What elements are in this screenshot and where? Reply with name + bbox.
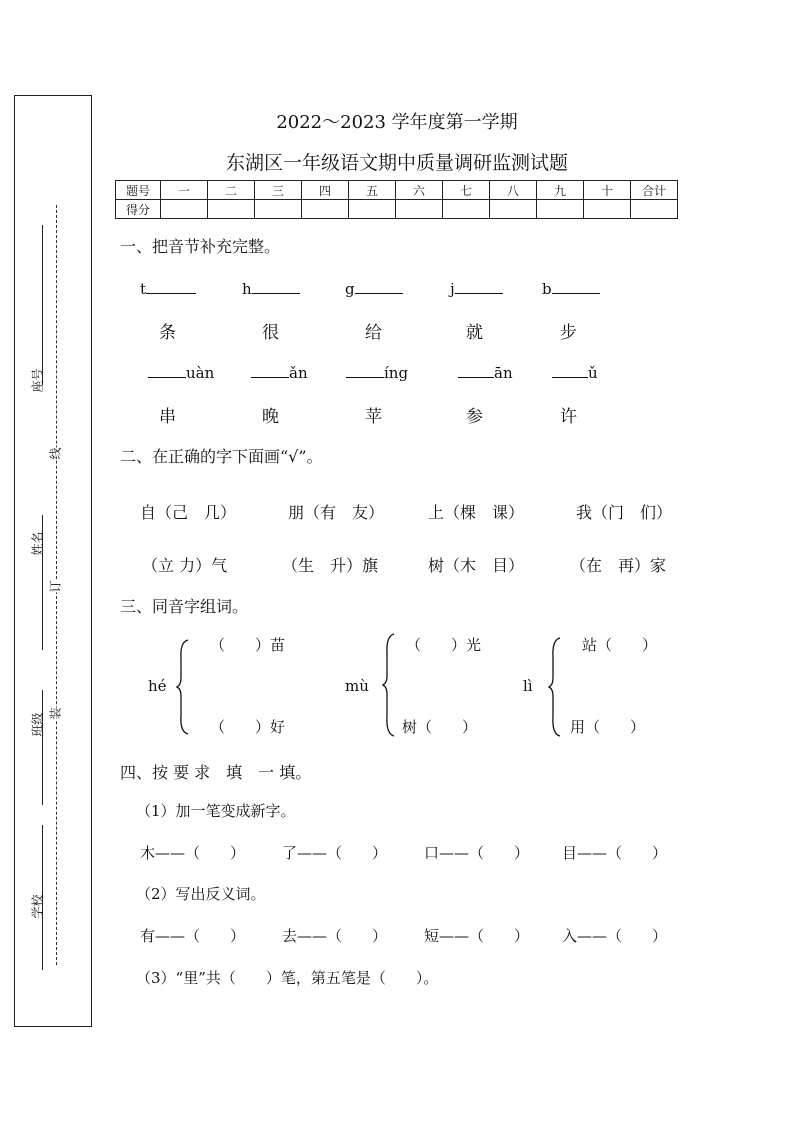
pinyin-item: ǎn (251, 362, 308, 382)
brace-icon (382, 632, 396, 738)
pinyin-item: t (140, 278, 196, 298)
score-table-header-row (116, 181, 678, 200)
class-label: 班级 (30, 712, 45, 737)
char-item: 晚 (262, 407, 279, 427)
score-cell: 十 (584, 181, 631, 200)
score-blank[interactable] (396, 200, 443, 219)
score-cell: 四 (302, 181, 349, 200)
question-3[interactable]: （3）“里”共（ ）笔，第五笔是（ ）。 (136, 969, 439, 987)
score-cell: 八 (490, 181, 537, 200)
score-blank[interactable] (490, 200, 537, 219)
cut-mark-staple: 装 (48, 707, 63, 720)
pinyin-item: g (345, 278, 403, 298)
pinyin-item: b (542, 278, 600, 298)
section1-heading: 一、把音节补充完整。 (120, 237, 281, 256)
cut-mark-bind: 订 (48, 580, 63, 593)
school-label: 学校 (30, 894, 45, 919)
choice-item[interactable]: （在 再）家 (570, 556, 667, 575)
homophone-bottom[interactable]: （ ）好 (210, 718, 286, 736)
choice-item[interactable]: 朋（有 友） (288, 503, 385, 522)
homophone-top[interactable]: （ ）光 (406, 636, 482, 654)
fill-item[interactable]: 口——（ ） (424, 844, 530, 862)
fill-item[interactable]: 了——（ ） (282, 844, 388, 862)
homophone-pinyin: hé (148, 677, 167, 695)
choice-item[interactable]: （立 力）气 (142, 556, 228, 575)
choice-item[interactable]: 我（门 们） (576, 503, 673, 522)
score-blank[interactable] (349, 200, 396, 219)
score-blank[interactable] (302, 200, 349, 219)
score-cell: 九 (537, 181, 584, 200)
score-cell: 合计 (631, 181, 678, 200)
choice-item[interactable]: （生 升）旗 (282, 556, 379, 575)
score-blank[interactable] (631, 200, 678, 219)
score-blank[interactable] (255, 200, 302, 219)
section2-heading: 二、在正确的字下面画“√”。 (120, 447, 323, 466)
char-item: 串 (159, 407, 176, 427)
score-blank[interactable] (537, 200, 584, 219)
char-item: 苹 (365, 407, 382, 427)
homophone-pinyin: mù (345, 677, 369, 695)
seat-number-line (42, 225, 43, 385)
pinyin-item: ǔ (552, 362, 598, 382)
section3-heading: 三、同音字组词。 (120, 597, 249, 616)
cut-mark-line: 线 (48, 447, 63, 460)
char-item: 许 (560, 407, 577, 427)
homophone-top[interactable]: 站（ ） (582, 636, 658, 654)
class-line (42, 690, 43, 805)
char-item: 条 (159, 323, 176, 343)
score-cell: 六 (396, 181, 443, 200)
title-line2: 东湖区一年级语文期中质量调研监测试题 (225, 152, 568, 174)
choice-item[interactable]: 自（己 几） (140, 503, 237, 522)
score-row-label: 得分 (116, 200, 161, 219)
char-item: 给 (365, 323, 382, 343)
binding-strip (14, 95, 92, 1027)
char-item: 很 (262, 323, 279, 343)
seat-number-label: 座号 (30, 368, 45, 393)
fill-item[interactable]: 去——（ ） (282, 927, 388, 945)
name-label: 姓名 (30, 531, 45, 556)
pinyin-item: ān (458, 362, 513, 382)
fill-item[interactable]: 入——（ ） (562, 927, 668, 945)
fill-item[interactable]: 木——（ ） (140, 844, 246, 862)
fill-item[interactable]: 有——（ ） (140, 927, 246, 945)
question-1: （1）加一笔变成新字。 (136, 802, 296, 820)
score-cell: 七 (443, 181, 490, 200)
question-2: （2）写出反义词。 (136, 885, 266, 903)
score-blank[interactable] (584, 200, 631, 219)
brace-icon (548, 636, 562, 738)
homophone-top[interactable]: （ ）苗 (210, 636, 286, 654)
choice-item[interactable]: 上（棵 课） (428, 503, 525, 522)
title-line1: 2022～2023 学年度第一学期 (276, 112, 518, 133)
pinyin-item: uàn (148, 362, 214, 382)
score-table-score-row (116, 200, 678, 219)
homophone-bottom[interactable]: 用（ ） (570, 718, 646, 736)
char-item: 参 (466, 407, 483, 427)
score-cell: 一 (161, 181, 208, 200)
score-cell: 三 (255, 181, 302, 200)
char-item: 步 (560, 323, 577, 343)
score-cell: 题号 (116, 181, 161, 200)
score-cell: 五 (349, 181, 396, 200)
choice-item[interactable]: 树（木 目） (428, 556, 525, 575)
score-blank[interactable] (208, 200, 255, 219)
fill-item[interactable]: 短——（ ） (424, 927, 530, 945)
pinyin-item: h (242, 278, 300, 298)
char-item: 就 (466, 323, 483, 343)
section4-heading: 四、按 要 求 填 一 填。 (120, 763, 312, 782)
fill-item[interactable]: 目——（ ） (562, 844, 668, 862)
score-cell: 二 (208, 181, 255, 200)
homophone-pinyin: lì (523, 677, 533, 695)
homophone-bottom[interactable]: 树（ ） (402, 718, 478, 736)
brace-icon (176, 638, 190, 736)
pinyin-item: íng (346, 362, 408, 382)
score-blank[interactable] (443, 200, 490, 219)
score-table (115, 180, 678, 219)
score-blank[interactable] (161, 200, 208, 219)
pinyin-item: j (450, 278, 503, 298)
